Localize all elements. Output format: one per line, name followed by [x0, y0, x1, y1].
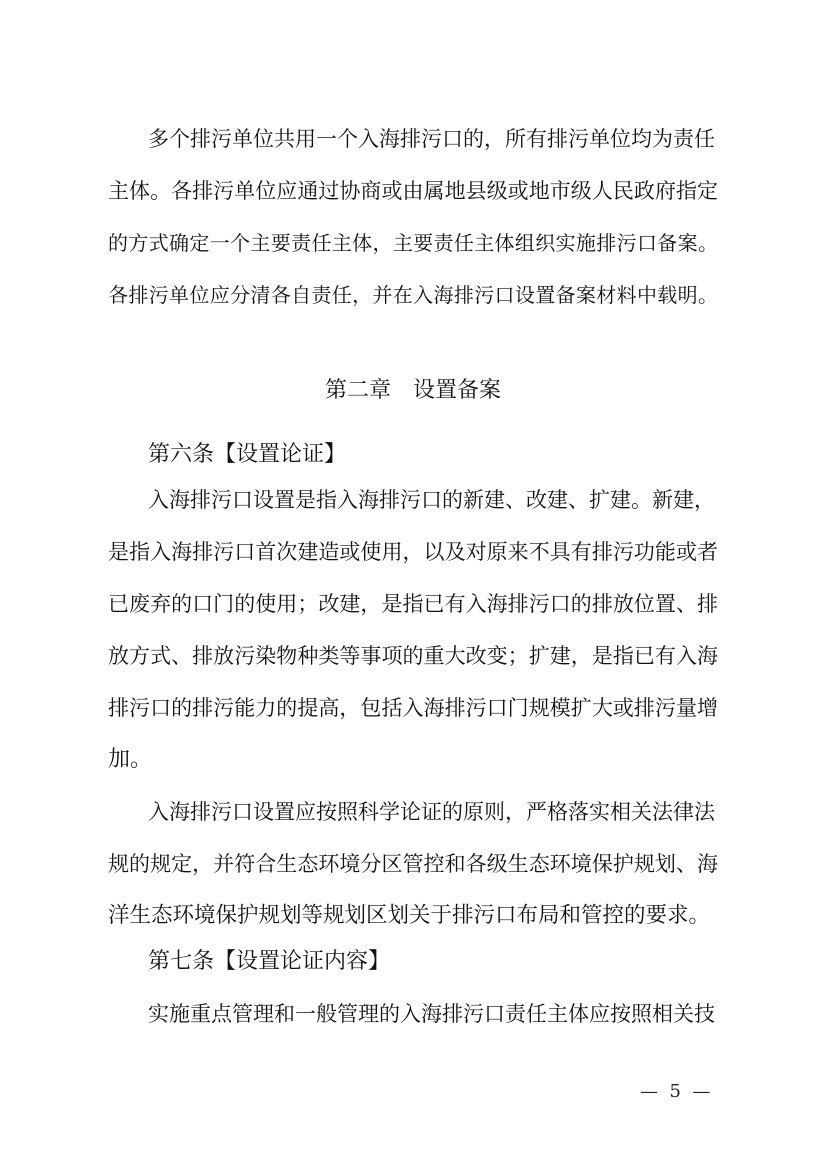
article-heading: 第六条【设置论证】 [148, 442, 347, 467]
paragraph-line: 入海排污口设置是指入海排污口的新建、改建、扩建。新建， [148, 488, 715, 512]
paragraph-line: 的方式确定一个主要责任主体，主要责任主体组织实施排污口备案。 [108, 231, 719, 255]
paragraph-line: 已废弃的口门的使用；改建，是指已有入海排污口的排放位置、排 [108, 592, 719, 616]
paragraph-line: 各排污单位应分清各自责任，并在入海排污口设置备案材料中载明。 [108, 283, 719, 307]
paragraph-line: 放方式、排放污染物种类等事项的重大改变；扩建，是指已有入海 [108, 644, 719, 668]
paragraph-line: 加。 [108, 747, 153, 772]
page-number: — 5 — [640, 1081, 711, 1102]
paragraph-line: 洋生态环境保护规划等规划区划关于排污口布局和管控的要求。 [108, 903, 711, 928]
paragraph-line: 是指入海排污口首次建造或使用，以及对原来不具有排污功能或者 [108, 540, 719, 564]
paragraph-line: 实施重点管理和一般管理的入海排污口责任主体应按照相关技 [148, 1002, 715, 1026]
paragraph-line: 排污口的排污能力的提高，包括入海排污口门规模扩大或排污量增 [108, 696, 719, 720]
paragraph-line: 主体。各排污单位应通过协商或由属地县级或地市级人民政府指定 [108, 179, 719, 203]
paragraph-line: 规的规定，并符合生态环境分区管控和各级生态环境保护规划、海 [108, 852, 719, 876]
article-heading: 第七条【设置论证内容】 [148, 949, 391, 974]
paragraph-line: 多个排污单位共用一个入海排污口的，所有排污单位均为责任 [148, 127, 715, 151]
paragraph-line: 入海排污口设置应按照科学论证的原则，严格落实相关法律法 [148, 800, 715, 824]
chapter-heading: 第二章 设置备案 [325, 378, 502, 403]
